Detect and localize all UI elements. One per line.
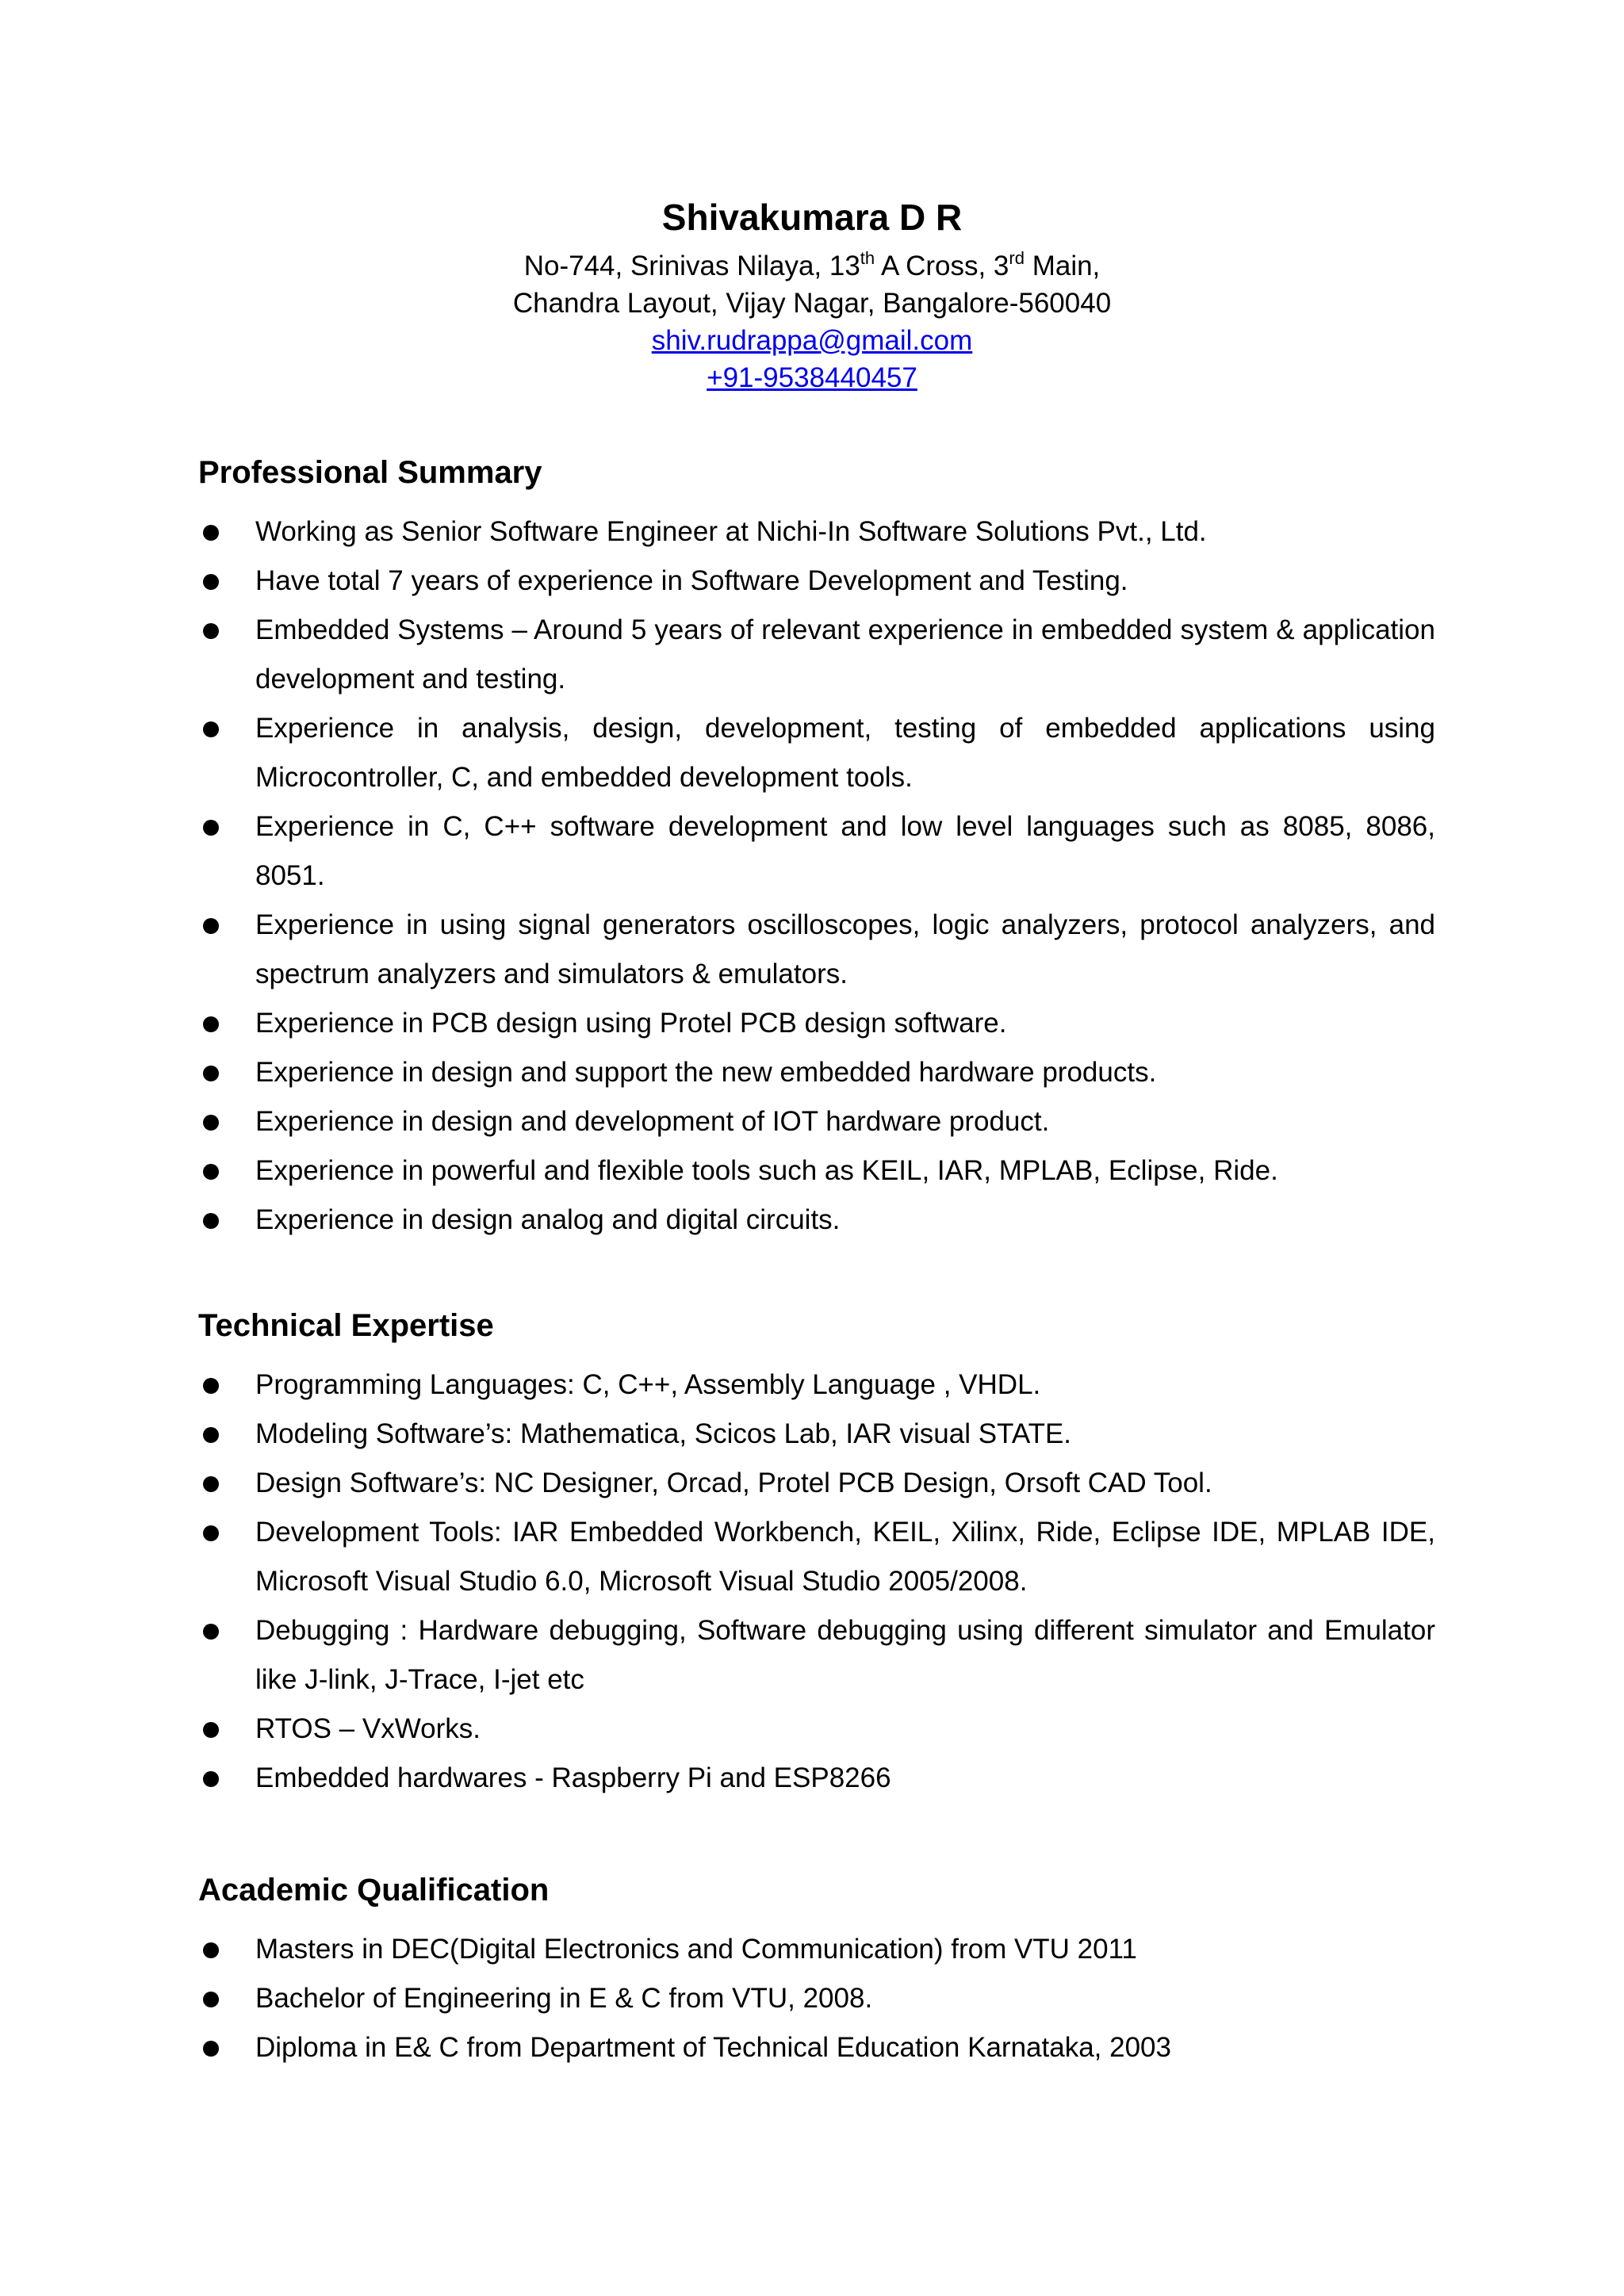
bullet-icon [203,1722,219,1738]
list-item-text: Experience in design analog and digital circuits. [255,1204,841,1235]
bullet-icon [203,1378,219,1394]
professional-summary-list [198,507,1435,1245]
list-item [198,999,1435,1048]
list-item-text: Experience in C, C++ software development and low level languages such as 8085, 8086, 8051. [255,811,1435,891]
bullet-icon [203,1624,219,1640]
address-line-2: Chandra Layout, Vijay Nagar, Bangalore-560040 [512,288,1112,319]
list-item [198,1146,1435,1196]
section-heading: Professional Summary [198,455,542,490]
list-item [198,1974,1435,2023]
bullet-icon [203,623,219,639]
list-item-text: Experience in design and support the new embedded hardware products. [255,1057,1157,1088]
list-item-text: Bachelor of Engineering in E & C from VTU, 2008. [255,1983,873,2014]
bullet-icon [203,1066,219,1081]
list-item [198,1410,1435,1459]
bullet-icon [203,525,219,541]
list-item-text: Modeling Software’s: Mathematica, Scicos Lab, IAR visual STATE. [255,1418,1072,1449]
bullet-icon [203,2041,219,2057]
list-item [198,1048,1435,1097]
list-item-text: Have total 7 years of experience in Software Development and Testing. [255,565,1128,596]
list-item-text: Experience in PCB design using Protel PCB design software. [255,1008,1007,1039]
academic-qualification-section [198,1868,1435,2072]
list-item [198,2023,1435,2072]
bullet-icon [203,1525,219,1541]
list-item-text: Masters in DEC(Digital Electronics and Communication) from VTU 2011 [255,1934,1137,1965]
professional-summary-section [198,450,1435,1245]
candidate-name: Shivakumara D R [661,197,963,238]
list-item [198,1754,1435,1803]
list-item-text: Experience in analysis, design, development, testing of embedded applications using Microcontroller, C, and embedded development tools. [255,713,1435,793]
section-heading: Academic Qualification [198,1873,550,1908]
bullet-icon [203,1115,219,1131]
list-item [198,1196,1435,1245]
section-heading: Technical Expertise [198,1308,494,1343]
list-item-text: RTOS – VxWorks. [255,1713,481,1744]
academic-qualification-list [198,1925,1435,2072]
bullet-icon [203,1016,219,1032]
list-item-text: Diploma in E& C from Department of Technical Education Karnataka, 2003 [255,2032,1171,2063]
list-item-text: Development Tools: IAR Embedded Workbench, KEIL, Xilinx, Ride, Eclipse IDE, MPLAB IDE, Microsoft Visual Studio 6.0, Microsoft Visual Studio 2005/2008. [255,1517,1435,1597]
list-item [198,507,1435,557]
list-item-text: Experience in using signal generators oscilloscopes, logic analyzers, protocol analyzers, and spectrum analyzers and simulators & emulators. [255,909,1435,989]
list-item [198,1097,1435,1146]
bullet-icon [203,1427,219,1443]
list-item [198,1508,1435,1606]
technical-expertise-section [198,1303,1435,1803]
list-item [198,606,1435,704]
list-item-text: Programming Languages: C, C++, Assembly Language , VHDL. [255,1369,1041,1400]
list-item [198,1606,1435,1705]
list-item-text: Embedded hardwares - Raspberry Pi and ESP8266 [255,1762,891,1793]
list-item [198,1925,1435,1974]
list-item [198,704,1435,802]
list-item [198,901,1435,999]
list-item [198,557,1435,606]
bullet-icon [203,1164,219,1180]
list-item-text: Experience in powerful and flexible tools such as KEIL, IAR, MPLAB, Eclipse, Ride. [255,1155,1278,1186]
bullet-icon [203,1992,219,2007]
resume-header [0,187,1624,396]
phone-link[interactable]: +91-9538440457 [707,362,917,393]
list-item-text: Debugging : Hardware debugging, Software debugging using different simulator and Emulator like J-link, J-Trace, I-jet etc [255,1615,1435,1695]
bullet-icon [203,574,219,590]
list-item [198,1705,1435,1754]
list-item-text: Embedded Systems – Around 5 years of relevant experience in embedded system & application development and testing. [255,614,1435,695]
bullet-icon [203,1476,219,1492]
address-line-1: No-744, Srinivas Nilaya, 13th A Cross, 3rd Main, [523,248,1101,281]
list-item-text: Design Software’s: NC Designer, Orcad, Protel PCB Design, Orsoft CAD Tool. [255,1468,1212,1498]
bullet-icon [203,820,219,836]
email-link[interactable]: shiv.rudrappa@gmail.com [651,325,973,356]
bullet-icon [203,1942,219,1958]
list-item-text: Working as Senior Software Engineer at Nichi-In Software Solutions Pvt., Ltd. [255,516,1207,547]
bullet-icon [203,1213,219,1229]
bullet-icon [203,1771,219,1787]
list-item-text: Experience in design and development of IOT hardware product. [255,1106,1050,1137]
bullet-icon [203,721,219,737]
technical-expertise-list [198,1360,1435,1803]
list-item [198,1459,1435,1508]
bullet-icon [203,918,219,934]
list-item [198,802,1435,901]
list-item [198,1360,1435,1410]
